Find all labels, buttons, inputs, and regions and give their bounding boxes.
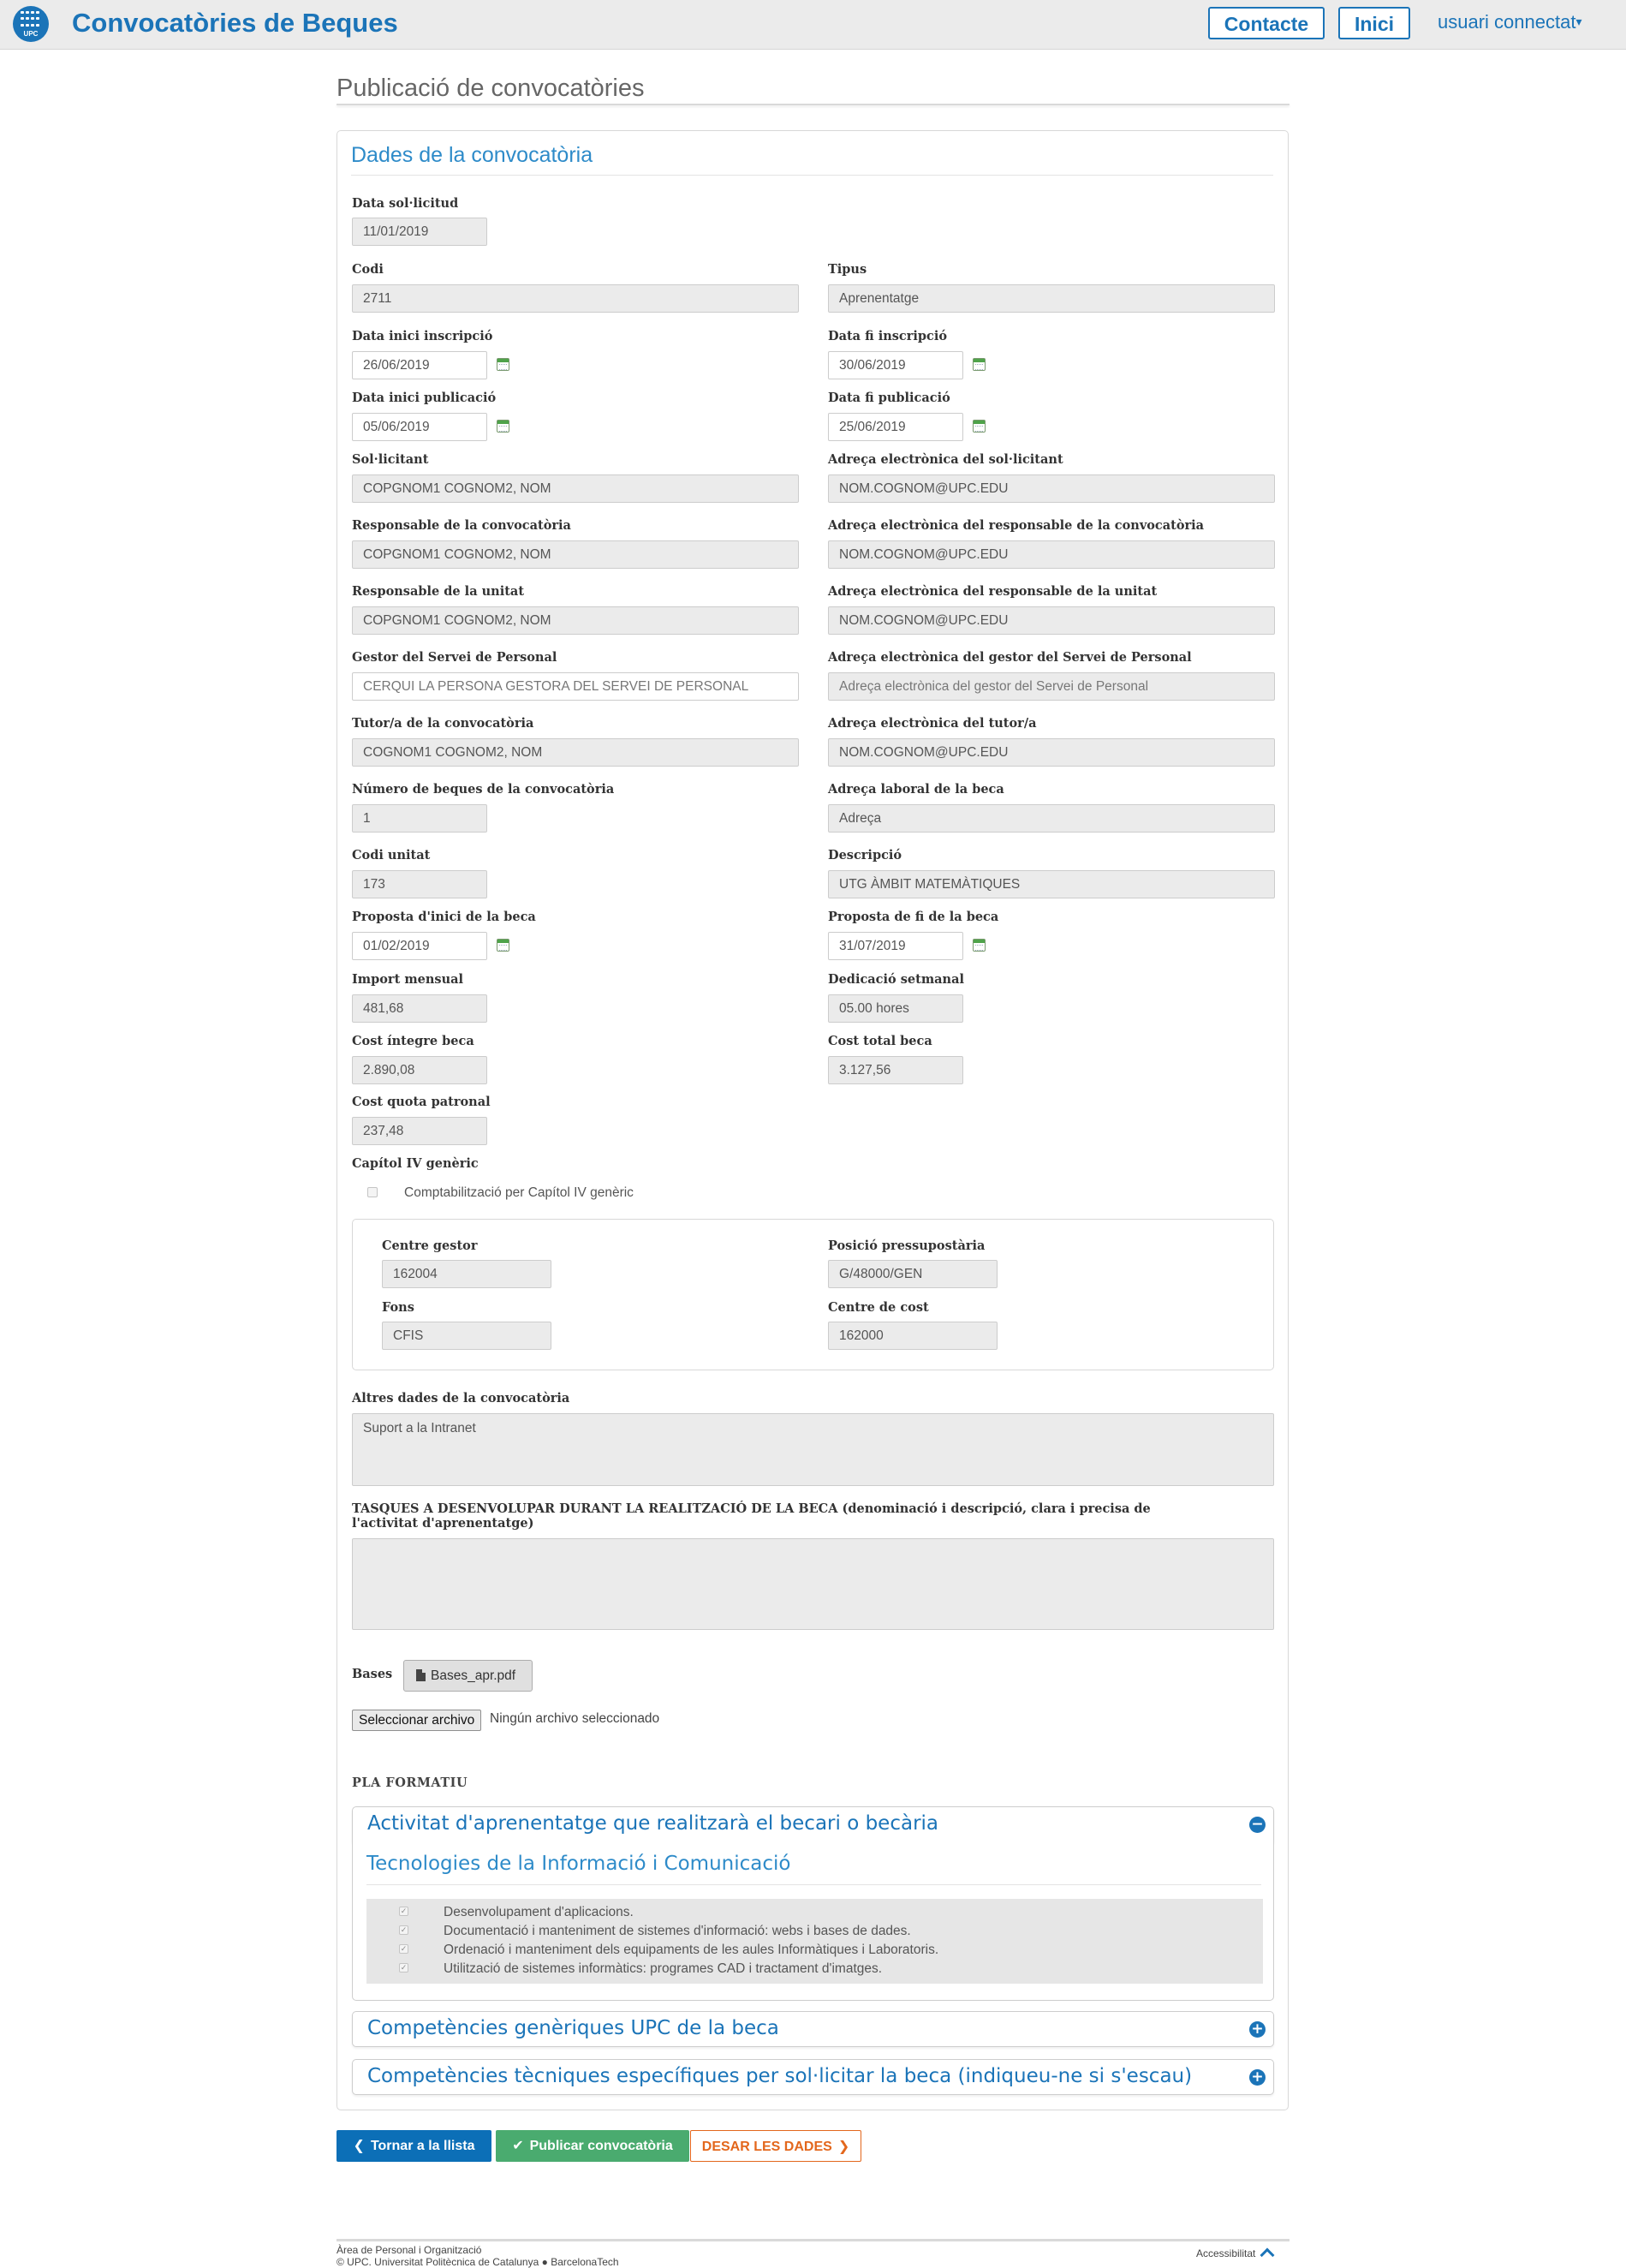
email-gestor-field: Adreça electrònica del gestor del Servei de Personal <box>828 672 1275 701</box>
page-title-divider <box>337 104 1289 105</box>
plus-circle-icon[interactable]: + <box>1249 2069 1266 2086</box>
proposta-inici-input[interactable]: 01/02/2019 <box>352 932 487 960</box>
sollicitant-field: COPGNOM1 COGNOM2, NOM <box>352 474 799 503</box>
file-icon <box>416 1669 426 1681</box>
email-responsable-unitat-field: NOM.COGNOM@UPC.EDU <box>828 606 1275 635</box>
codi-unitat-label: Codi unitat <box>352 848 431 862</box>
activity-label: Ordenació i manteniment dels equipaments de les aules Informàtiques i Laboratoris. <box>444 1943 939 1957</box>
email-tutor-label: Adreça electrònica del tutor/a <box>828 716 1037 731</box>
calendar-icon[interactable] <box>973 358 986 371</box>
email-sollicitant-label: Adreça electrònica del sol·licitant <box>828 452 1063 467</box>
import-mensual-field: 481,68 <box>352 994 487 1023</box>
contact-button[interactable]: Contacte <box>1208 7 1325 39</box>
activity-label: Desenvolupament d'aplicacions. <box>444 1905 634 1919</box>
chevron-right-icon: ❯ <box>837 2138 850 2154</box>
plus-circle-icon[interactable]: + <box>1249 2021 1266 2038</box>
caret-down-icon: ▾ <box>1575 15 1582 28</box>
responsable-convocatoria-field: COPGNOM1 COGNOM2, NOM <box>352 540 799 569</box>
centre-cost-field: 162000 <box>828 1322 998 1350</box>
calendar-icon[interactable] <box>973 420 986 433</box>
top-bar <box>0 0 1626 50</box>
section-title: Dades de la convocatòria <box>351 143 593 167</box>
accordion-competencies-generiques-title: Competències genèriques UPC de la beca <box>367 2017 779 2039</box>
chevron-up-icon <box>1260 2248 1275 2263</box>
data-inici-publicacio-label: Data inici publicació <box>352 391 497 405</box>
email-gestor-label: Adreça electrònica del gestor del Servei de Personal <box>828 650 1192 665</box>
logo-text: UPC <box>23 30 39 38</box>
email-tutor-field: NOM.COGNOM@UPC.EDU <box>828 738 1275 767</box>
back-to-list-button[interactable] <box>337 2130 491 2162</box>
accordion-competencies-generiques-header[interactable] <box>352 2011 1274 2047</box>
calendar-icon[interactable] <box>497 358 509 371</box>
codi-label: Codi <box>352 262 384 277</box>
bases-file-button[interactable] <box>403 1660 533 1692</box>
tutor-label: Tutor/a de la convocatòria <box>352 716 534 731</box>
capitol-iv-checkbox-label[interactable]: Comptabilització per Capítol IV genèric <box>404 1185 634 1200</box>
import-mensual-label: Import mensual <box>352 972 464 987</box>
tutor-field: COGNOM1 COGNOM2, NOM <box>352 738 799 767</box>
dedicacio-setmanal-label: Dedicació setmanal <box>828 972 964 987</box>
calendar-icon[interactable] <box>973 939 986 952</box>
gestor-label: Gestor del Servei de Personal <box>352 650 557 665</box>
tipus-field: Aprenentatge <box>828 284 1275 313</box>
save-label: DESAR LES DADES <box>701 2140 832 2154</box>
footer-copyright: © UPC. Universitat Politècnica de Catalunya ● BarcelonaTech <box>337 2256 619 2268</box>
adreca-laboral-field: Adreça <box>828 804 1275 833</box>
accordion-activitat-subtitle: Tecnologies de la Informació i Comunicació <box>366 1853 791 1875</box>
upc-logo[interactable] <box>13 6 49 42</box>
data-fi-publicacio-label: Data fi publicació <box>828 391 950 405</box>
tipus-label: Tipus <box>828 262 867 277</box>
num-beques-field: 1 <box>352 804 487 833</box>
proposta-inici-label: Proposta d'inici de la beca <box>352 910 536 924</box>
posicio-pressupostaria-field: G/48000/GEN <box>828 1260 998 1288</box>
altres-dades-textarea: Suport a la Intranet <box>352 1413 1274 1486</box>
cost-integre-field: 2.890,08 <box>352 1056 487 1084</box>
data-inici-inscripcio-input[interactable]: 26/06/2019 <box>352 351 487 379</box>
section-divider <box>351 175 1273 176</box>
altres-dades-label: Altres dades de la convocatòria <box>352 1391 570 1406</box>
accordion-activitat-divider <box>366 1884 1261 1885</box>
centre-gestor-field: 162004 <box>382 1260 551 1288</box>
publish-label: Publicar convocatòria <box>529 2139 673 2153</box>
tasques-textarea <box>352 1538 1274 1630</box>
email-responsable-convocatoria-field: NOM.COGNOM@UPC.EDU <box>828 540 1275 569</box>
cost-quota-patronal-field: 237,48 <box>352 1117 487 1145</box>
proposta-fi-input[interactable]: 31/07/2019 <box>828 932 963 960</box>
activity-checkbox[interactable]: ✓ <box>400 1907 408 1915</box>
data-fi-publicacio-input[interactable]: 25/06/2019 <box>828 413 963 441</box>
minus-circle-icon[interactable]: − <box>1249 1817 1266 1833</box>
accordion-activitat-title: Activitat d'aprenentatge que realitzarà el becari o becària <box>367 1812 939 1835</box>
responsable-unitat-label: Responsable de la unitat <box>352 584 525 599</box>
page-title: Publicació de convocatòries <box>337 75 645 102</box>
fons-field: CFIS <box>382 1322 551 1350</box>
data-fi-inscripcio-label: Data fi inscripció <box>828 329 948 343</box>
capitol-iv-checkbox[interactable] <box>367 1187 378 1197</box>
accordion-competencies-tecniques-header[interactable] <box>352 2059 1274 2095</box>
save-button[interactable] <box>690 2130 861 2162</box>
logo-dots-icon <box>21 11 41 28</box>
activity-label: Documentació i manteniment de sistemes d'informació: webs i bases de dades. <box>444 1924 911 1938</box>
list-item <box>366 1922 1263 1941</box>
activity-label: Utilització de sistemes informàtics: programes CAD i tractament d'imatges. <box>444 1961 883 1976</box>
accessibility-link[interactable] <box>1196 2247 1272 2260</box>
user-menu[interactable] <box>1438 11 1581 33</box>
num-beques-label: Número de beques de la convocatòria <box>352 782 615 797</box>
chevron-left-icon: ❮ <box>353 2137 365 2153</box>
codi-unitat-field: 173 <box>352 870 487 898</box>
calendar-icon[interactable] <box>497 420 509 433</box>
data-inici-publicacio-input[interactable]: 05/06/2019 <box>352 413 487 441</box>
fons-label: Fons <box>382 1300 414 1315</box>
gestor-search-input[interactable]: CERQUI LA PERSONA GESTORA DEL SERVEI DE PERSONAL <box>352 672 799 701</box>
data-sollicitud-label: Data sol·licitud <box>352 196 459 211</box>
accordion-activitat-header[interactable] <box>352 1806 1274 1842</box>
data-inici-inscripcio-label: Data inici inscripció <box>352 329 493 343</box>
email-responsable-unitat-label: Adreça electrònica del responsable de la unitat <box>828 584 1158 599</box>
cost-quota-patronal-label: Cost quota patronal <box>352 1095 491 1109</box>
user-menu-label: usuari connectat <box>1438 11 1576 33</box>
cost-total-field: 3.127,56 <box>828 1056 963 1084</box>
responsable-convocatoria-label: Responsable de la convocatòria <box>352 518 571 533</box>
publish-button[interactable] <box>496 2130 689 2162</box>
posicio-pressupostaria-label: Posició pressupostària <box>828 1238 986 1253</box>
data-sollicitud-field: 11/01/2019 <box>352 218 487 246</box>
email-responsable-convocatoria-label: Adreça electrònica del responsable de la convocatòria <box>828 518 1205 533</box>
list-item <box>366 1941 1263 1960</box>
activity-checkbox[interactable]: ✓ <box>400 1944 408 1953</box>
footer-unit: Àrea de Personal i Organització <box>337 2244 482 2256</box>
accessibility-label: Accessibilitat <box>1196 2247 1256 2259</box>
bases-file-name: Bases_apr.pdf <box>431 1668 516 1683</box>
capitol-iv-label: Capítol IV genèric <box>352 1156 479 1171</box>
cost-total-label: Cost total beca <box>828 1034 932 1048</box>
bases-label: Bases <box>352 1667 393 1681</box>
activity-checkbox[interactable]: ✓ <box>400 1963 408 1972</box>
footer-divider <box>337 2239 1289 2241</box>
home-button[interactable]: Inici <box>1338 7 1410 39</box>
pla-formatiu-title: PLA FORMATIU <box>352 1776 468 1790</box>
accordion-competencies-tecniques-title: Competències tècniques específiques per sol·licitar la beca (indiqueu-ne si s'escau) <box>367 2065 1193 2087</box>
activity-list <box>366 1899 1263 1984</box>
proposta-fi-label: Proposta de fi de la beca <box>828 910 999 924</box>
adreca-laboral-label: Adreça laboral de la beca <box>828 782 1004 797</box>
file-select-button[interactable]: Seleccionar archivo <box>352 1710 481 1731</box>
data-fi-inscripcio-input[interactable]: 30/06/2019 <box>828 351 963 379</box>
list-item <box>366 1960 1263 1979</box>
no-file-text: Ningún archivo seleccionado <box>490 1711 660 1726</box>
app-title[interactable]: Convocatòries de Beques <box>72 8 398 38</box>
responsable-unitat-field: COPGNOM1 COGNOM2, NOM <box>352 606 799 635</box>
descripcio-label: Descripció <box>828 848 902 862</box>
centre-gestor-label: Centre gestor <box>382 1238 478 1253</box>
calendar-icon[interactable] <box>497 939 509 952</box>
email-sollicitant-field: NOM.COGNOM@UPC.EDU <box>828 474 1275 503</box>
dedicacio-setmanal-field: 05.00 hores <box>828 994 963 1023</box>
cost-integre-label: Cost íntegre beca <box>352 1034 474 1048</box>
descripcio-field: UTG ÀMBIT MATEMÀTIQUES <box>828 870 1275 898</box>
activity-checkbox[interactable]: ✓ <box>400 1925 408 1934</box>
back-to-list-label: Tornar a la llista <box>370 2139 475 2153</box>
sollicitant-label: Sol·licitant <box>352 452 429 467</box>
tasques-label: TASQUES A DESENVOLUPAR DURANT LA REALITZACIÓ DE LA BECA (denominació i descripció, clara i precisa de l'activitat d'aprenentatge) <box>352 1501 1151 1531</box>
check-icon: ✔ <box>512 2137 524 2153</box>
codi-field: 2711 <box>352 284 799 313</box>
centre-cost-label: Centre de cost <box>828 1300 929 1315</box>
list-item <box>366 1903 1263 1922</box>
